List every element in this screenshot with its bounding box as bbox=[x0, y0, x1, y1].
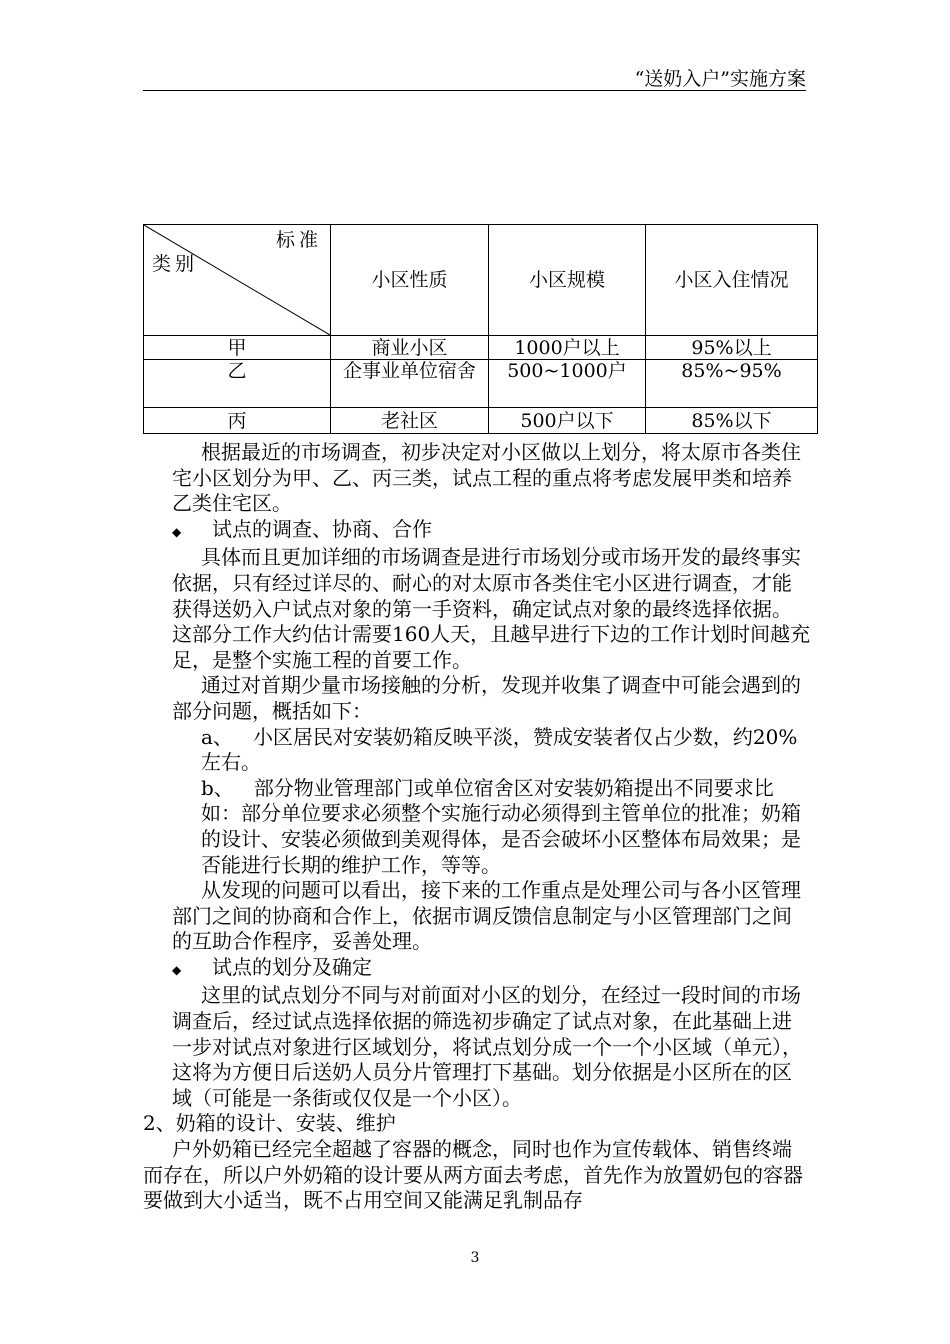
table-cell: 甲 bbox=[144, 336, 331, 360]
header-divider bbox=[143, 90, 806, 91]
table-cell: 85%~95% bbox=[646, 360, 818, 408]
paragraph: 户外奶箱已经完全超越了容器的概念，同时也作为宣传载体、销售终端而存在，所以户外奶箱的设计要从两方面去考虑，首先作为放置奶包的容器要做到大小适当，既不占用空间又能满足乳制品存 bbox=[143, 1137, 803, 1213]
table-cell: 企事业单位宿舍 bbox=[331, 360, 489, 408]
list-item-text: 小区居民对安装奶箱反映平淡，赞成安装者仅占少数，约20%左右。 bbox=[201, 724, 798, 775]
column-header: 小区入住情况 bbox=[646, 225, 818, 336]
paragraph: 从发现的问题可以看出，接下来的工作重点是处理公司与各小区管理部门之间的协商和合作上，依据市调反馈信息制定与小区管理部门之间的互助合作程序，妥善处理。 bbox=[172, 878, 801, 954]
table-row bbox=[144, 336, 818, 360]
list-item bbox=[143, 776, 811, 878]
bullet-heading bbox=[143, 517, 811, 546]
bullet-heading-text: 试点的调查、协商、合作 bbox=[212, 516, 432, 541]
list-item-label: b、 bbox=[201, 775, 234, 800]
classification-table bbox=[143, 224, 818, 434]
table-cell: 丙 bbox=[144, 408, 331, 434]
table-cell: 85%以下 bbox=[646, 408, 818, 434]
page-header: “送奶入户”实施方案 bbox=[634, 68, 806, 90]
diamond-bullet-icon: ◆ bbox=[172, 962, 182, 977]
paragraph: 通过对首期少量市场接触的分析，发现并收集了调查中可能会遇到的部分问题，概括如下： bbox=[172, 673, 801, 723]
bullet-heading-text: 试点的划分及确定 bbox=[212, 954, 372, 979]
table-row bbox=[144, 408, 818, 434]
list-item bbox=[143, 725, 811, 776]
paragraph: 根据最近的市场调查，初步决定对小区做以上划分，将太原市各类住宅小区划分为甲、乙、丙三类，试点工程的重点将考虑发展甲类和培养乙类住宅区。 bbox=[172, 440, 801, 516]
table-cell: 500~1000户 bbox=[489, 360, 646, 408]
paragraph: 这里的试点划分不同与对前面对小区的划分，在经过一段时间的市场调查后，经过试点选择依据的筛选初步确定了试点对象，在此基础上进一步对试点对象进行区域划分，将试点划分成一个一个小区域（单元），这将为方便日后送奶人员分片管理打下基础。划分依据是小区所在的区域（可能是一条街或仅仅是一个小区）。 bbox=[172, 983, 802, 1110]
section-heading: 2、奶箱的设计、安装、维护 bbox=[143, 1111, 396, 1136]
table-corner-cell bbox=[144, 225, 331, 336]
corner-label-criteria: 标准 bbox=[275, 229, 322, 251]
paragraph: 具体而且更加详细的市场调查是进行市场划分或市场开发的最终事实依据，只有经过详尽的、耐心的对太原市各类住宅小区进行调查，才能获得送奶入户试点对象的第一手资料，确定试点对象的最终选择依据。这部分工作大约估计需要160人天，且越早进行下边的工作计划时间越充足，是整个实施工程的首要工作。 bbox=[172, 545, 811, 672]
table-cell: 500户以下 bbox=[489, 408, 646, 434]
document-body bbox=[143, 440, 811, 1214]
table-cell: 95%以上 bbox=[646, 336, 818, 360]
table-cell: 商业小区 bbox=[331, 336, 489, 360]
corner-label-category: 类别 bbox=[152, 253, 199, 275]
table-cell: 1000户以上 bbox=[489, 336, 646, 360]
diamond-bullet-icon: ◆ bbox=[172, 524, 182, 539]
bullet-heading bbox=[143, 955, 811, 984]
column-header: 小区性质 bbox=[331, 225, 489, 336]
list-item-label: a、 bbox=[201, 724, 233, 749]
table-row bbox=[144, 360, 818, 408]
page-number: 3 bbox=[470, 1250, 480, 1266]
table-cell: 老社区 bbox=[331, 408, 489, 434]
table-cell: 乙 bbox=[144, 360, 331, 408]
column-header: 小区规模 bbox=[489, 225, 646, 336]
list-item-text: 部分物业管理部门或单位宿舍区对安装奶箱提出不同要求比如：部分单位要求必须整个实施行动必须得到主管单位的批准；奶箱的设计、安装必须做到美观得体，是否会破坏小区整体布局效果；是否能进行长期的维护工作，等等。 bbox=[201, 775, 801, 877]
